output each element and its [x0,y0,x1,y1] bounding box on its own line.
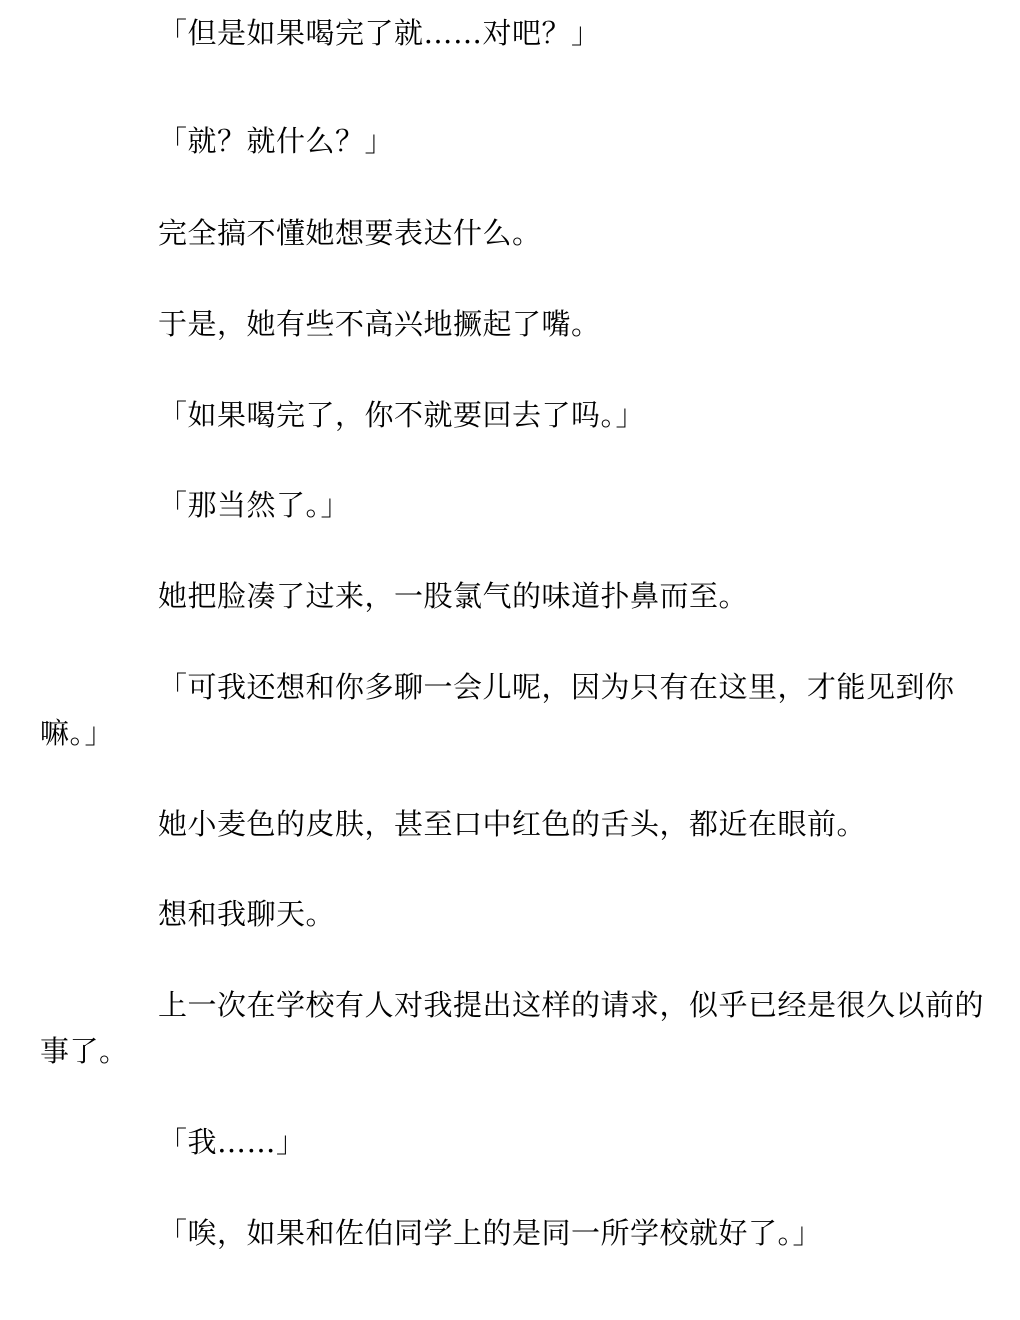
paragraph: 完全搞不懂她想要表达什么。 [158,216,542,250]
paragraph: 「唉，如果和佐伯同学上的是同一所学校就好了。」 [158,1216,823,1250]
paragraph: 「可我还想和你多聊一会儿呢，因为只有在这里，才能见到你嘛。」 [40,670,955,750]
paragraph: 「如果喝完了，你不就要回去了吗。」 [158,398,646,432]
paragraph: 上一次在学校有人对我提出这样的请求，似乎已经是很久以前的事了。 [40,988,985,1068]
paragraph: 她小麦色的皮肤，甚至口中红色的舌头，都近在眼前。 [158,807,867,841]
paragraph: 「就？就什么？」 [158,124,395,158]
paragraph: 「但是如果喝完了就……对吧？」 [158,16,601,50]
paragraph: 于是，她有些不高兴地撅起了嘴。 [158,307,601,341]
paragraph: 她把脸凑了过来，一股氯气的味道扑鼻而至。 [158,579,749,613]
paragraph: 「那当然了。」 [158,488,351,522]
paragraph: 「我……」 [158,1125,306,1159]
paragraph: 想和我聊天。 [158,897,336,931]
